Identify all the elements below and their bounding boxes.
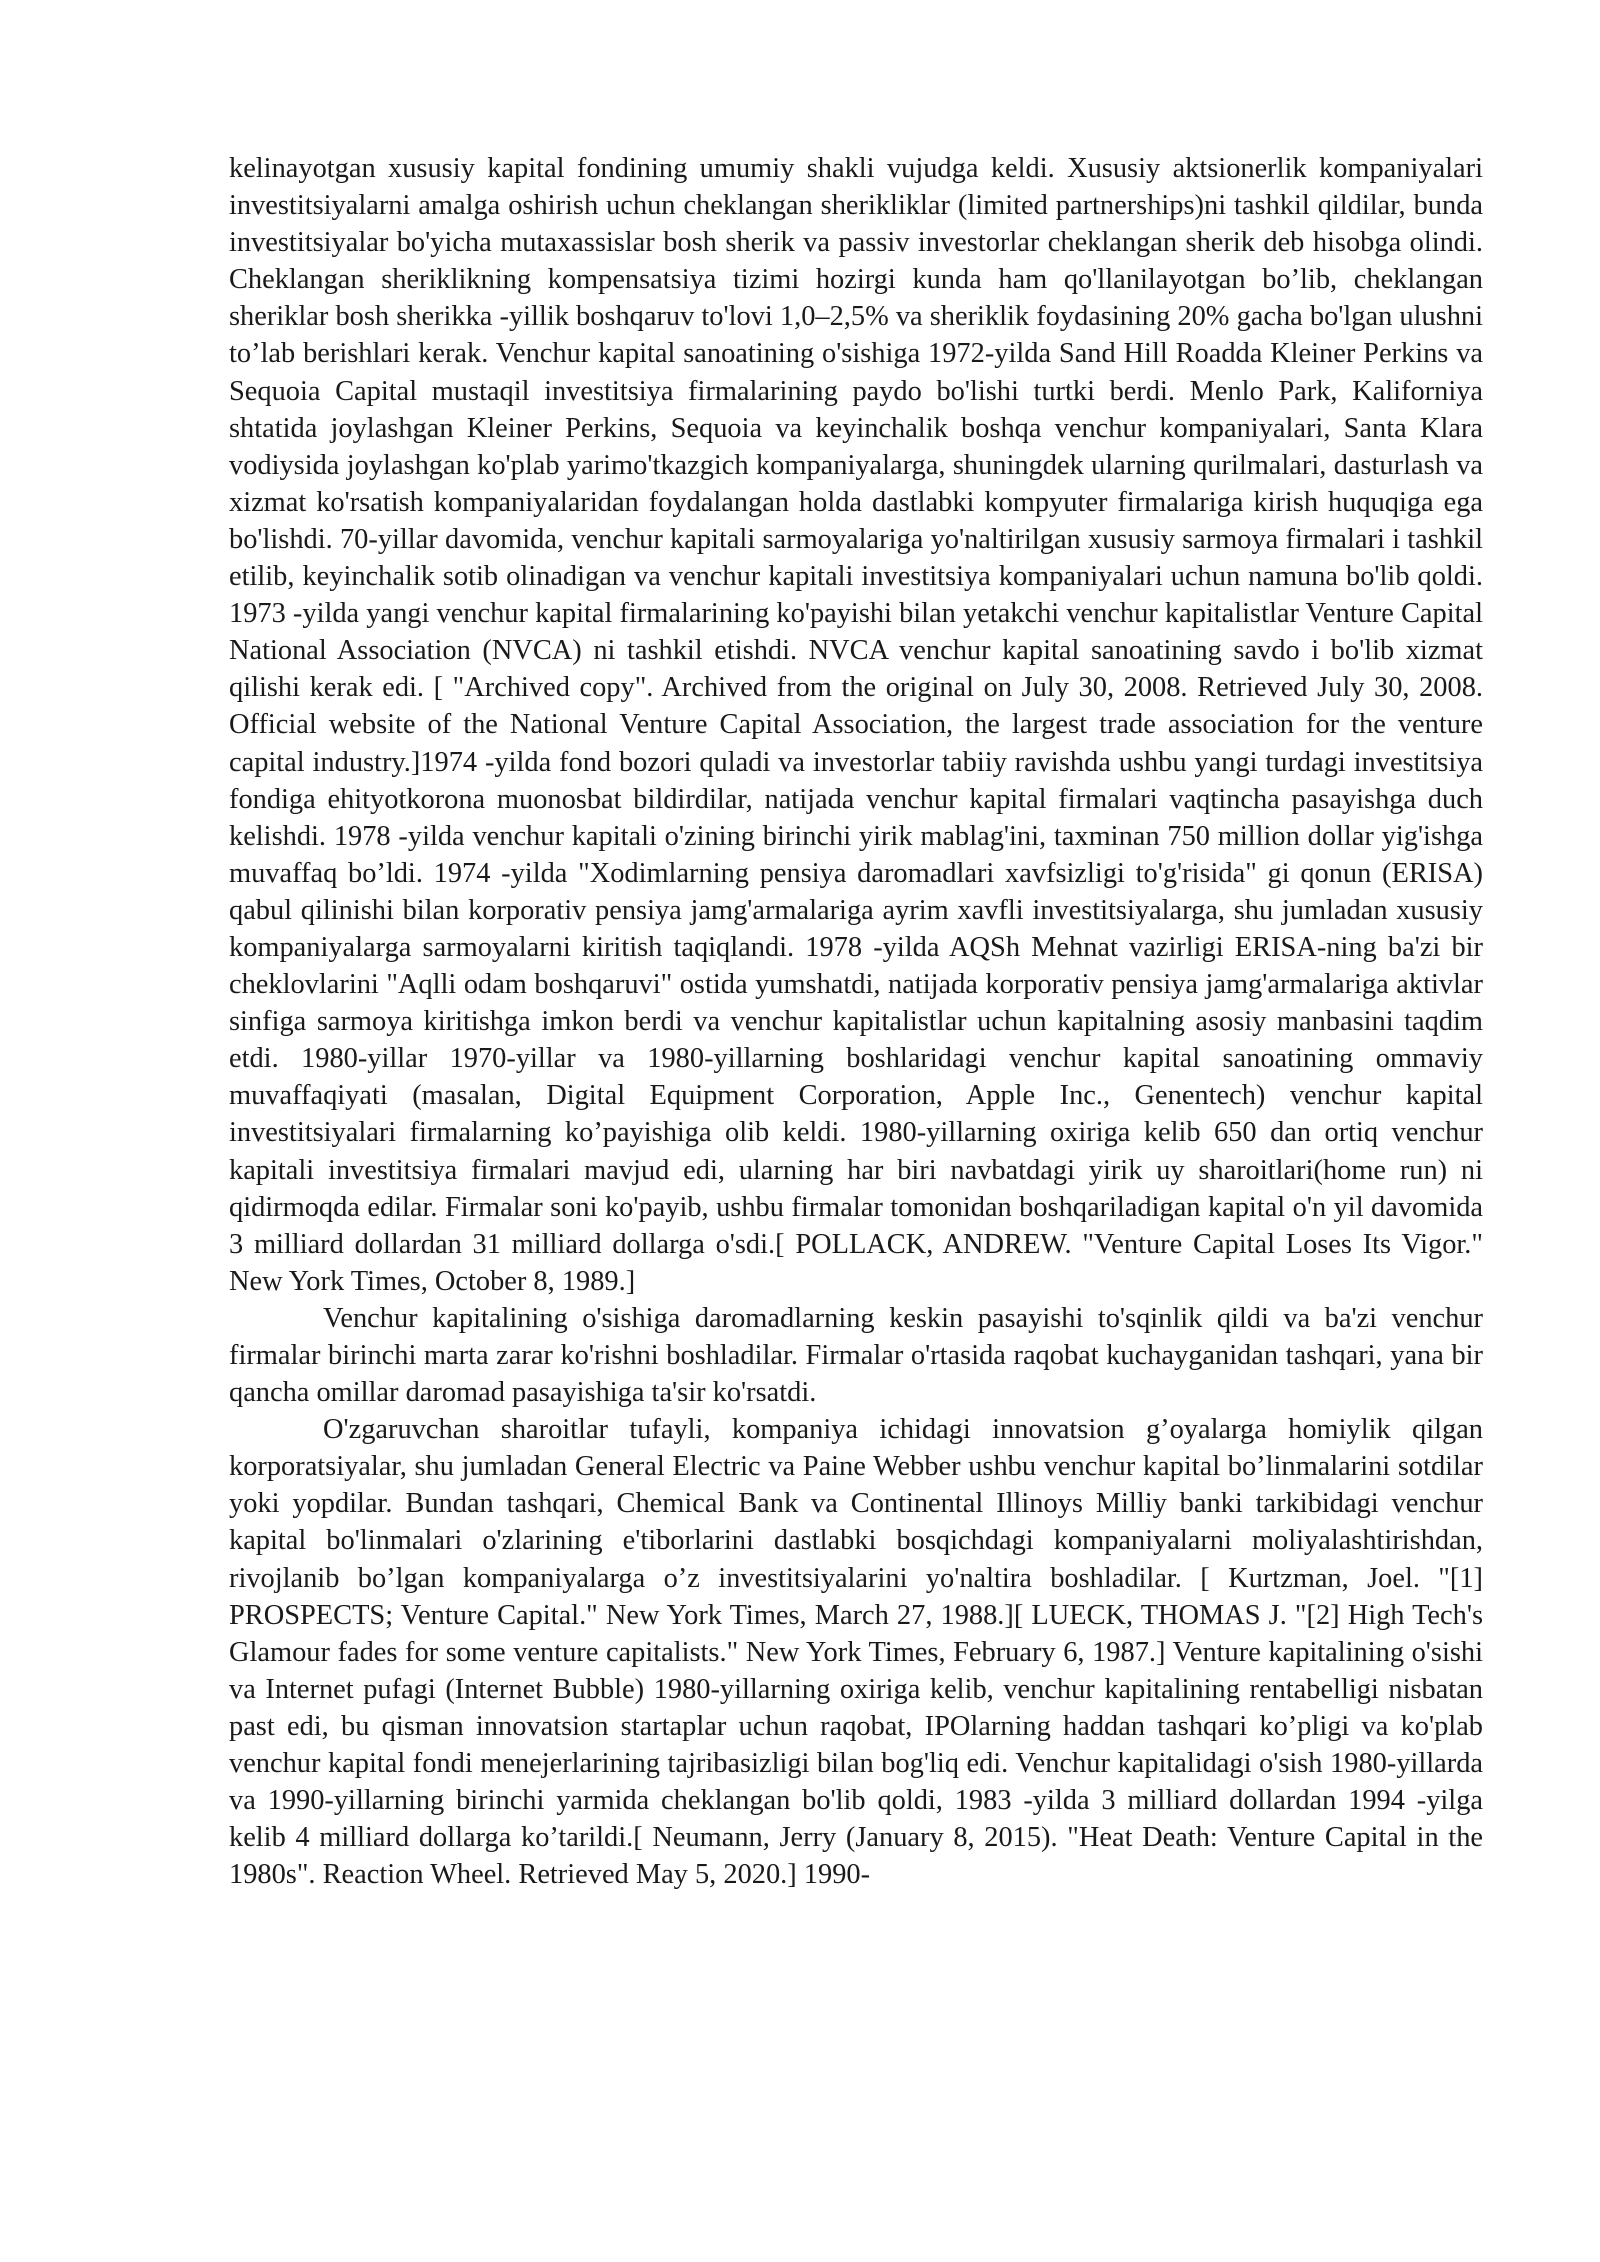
paragraph-1: kelinayotgan xususiy kapital fondining umumiy shakli vujudga keldi. Xususiy aktsionerlik kompaniyalari investitsiyalarni amalga oshirish uchun cheklangan sherikliklar (limited partnerships)ni tashkil qildilar, bunda investitsiyalar bo'yicha mutaxassislar bosh sherik va passiv investorlar cheklangan sherik deb hisobga olindi. Cheklangan sheriklikning kompensatsiya tizimi hozirgi kunda ham qo'llanilayotgan bo’lib, cheklangan sheriklar bosh sherikka -yillik boshqaruv to'lovi 1,0–2,5% va sheriklik foydasining 20% gacha bo'lgan ulushni to’lab berishlari kerak. Venchur kapital sanoatining o'sishiga 1972-yilda Sand Hill Roadda Kleiner Perkins va Sequoia Capital mustaqil investitsiya firmalarining paydo bo'lishi turtki berdi. Menlo Park, Kaliforniya shtatida joylashgan Kleiner Perkins, Sequoia va keyinchalik boshqa venchur kompaniyalari, Santa Klara vodiysida joylashgan ko'plab yarimo'tkazgich kompaniyalarga, shuningdek ularning qurilmalari, dasturlash va xizmat ko'rsatish kompaniyalaridan foydalangan holda dastlabki kompyuter firmalariga kirish huquqiga ega bo'lishdi. 70-yillar davomida, venchur kapitali sarmoyalariga yo'naltirilgan xususiy sarmoya firmalari i tashkil etilib, keyinchalik sotib olinadigan va venchur kapitali investitsiya kompaniyalari uchun namuna bo'lib qoldi. 1973 -yilda yangi venchur kapital firmalarining ko'payishi bilan yetakchi venchur kapitalistlar Venture Capital National Association (NVCA) ni tashkil etishdi. NVCA venchur kapital sanoatining savdo i bo'lib xizmat qilishi kerak edi. [ "Archived copy". Archived from the original on July 30, 2008. Retrieved July 30, 2008. Official website of the National Venture Capital Association, the largest trade association for the venture capital industry.]1974 -yilda fond bozori quladi va investorlar tabiiy ravishda ushbu yangi turdagi investitsiya fondiga ehityotkorona muonosbat bildirdilar, natijada venchur kapital firmalari vaqtincha pasayishga duch kelishdi. 1978 -yilda venchur kapitali o'zining birinchi yirik mablag'ini, taxminan 750 million dollar yig'ishga muvaffaq bo’ldi. 1974 -yilda "Xodimlarning pensiya daromadlari xavfsizligi to'g'risida" gi qonun (ERISA) qabul qilinishi bilan korporativ pensiya jamg'armalariga ayrim xavfli investitsiyalarga, shu jumladan xususiy kompaniyalarga sarmoyalarni kiritish taqiqlandi. 1978 -yilda AQSh Mehnat vazirligi ERISA-ning ba'zi bir cheklovlarini "Aqlli odam boshqaruvi" ostida yumshatdi, natijada korporativ pensiya jamg'armalariga aktivlar sinfiga sarmoya kiritishga imkon berdi va venchur kapitalistlar uchun kapitalning asosiy manbasini taqdim etdi. 1980-yillar 1970-yillar va 1980-yillarning boshlaridagi venchur kapital sanoatining ommaviy muvaffaqiyati (masalan, Digital Equipment Corporation, Apple Inc., Genentech) venchur kapital investitsiyalari firmalarning ko’payishiga olib keldi. 1980-yillarning oxiriga kelib 650 dan ortiq venchur kapitali investitsiya firmalari mavjud edi, ularning har biri navbatdagi yirik uy sharoitlari(home run) ni qidirmoqda edilar. Firmalar soni ko'payib, ushbu firmalar tomonidan boshqariladigan kapital o'n yil davomida 3 milliard dollardan 31 milliard dollarga o'sdi.[ POLLACK, ANDREW. "Venture Capital Loses Its Vigor." New York Times, October 8, 1989.] — [229, 153, 1483, 1297]
document-page — [229, 150, 1483, 1893]
paragraph-2: Venchur kapitalining o'sishiga daromadlarning keskin pasayishi to'sqinlik qildi va ba'zi venchur firmalar birinchi marta zarar ko'rishni boshladilar. Firmalar o'rtasida raqobat kuchayganidan tashqari, yana bir qancha omillar daromad pasayishiga ta'sir ko'rsatdi. — [229, 1302, 1483, 1409]
paragraph-3: O'zgaruvchan sharoitlar tufayli, kompaniya ichidagi innovatsion g’oyalarga homiylik qilgan korporatsiyalar, shu jumladan General Electric va Paine Webber ushbu venchur kapital bo’linmalarini sotdilar yoki yopdilar. Bundan tashqari, Chemical Bank va Continental Illinoys Milliy banki tarkibidagi venchur kapital bo'linmalari o'zlarining e'tiborlarini dastlabki bosqichdagi kompaniyalarni moliyalashtirishdan, rivojlanib bo’lgan kompaniyalarga o’z investitsiyalarini yo'naltira boshladilar. [ Kurtzman, Joel. "[1] PROSPECTS; Venture Capital." New York Times, March 27, 1988.][ LUECK, THOMAS J. "[2] High Tech's Glamour fades for some venture capitalists." New York Times, February 6, 1987.] Venture kapitalining o'sishi va Internet pufagi (Internet Bubble) 1980-yillarning oxiriga kelib, venchur kapitalining rentabelligi nisbatan past edi, bu qisman innovatsion startaplar uchun raqobat, IPOlarning haddan tashqari ko’pligi va ko'plab venchur kapital fondi menejerlarining tajribasizligi bilan bog'liq edi. Venchur kapitalidagi o'sish 1980-yillarda va 1990-yillarning birinchi yarmida cheklangan bo'lib qoldi, 1983 -yilda 3 milliard dollardan 1994 -yilga kelib 4 milliard dollarga ko’tarildi.[ Neumann, Jerry (January 8, 2015). "Heat Death: Venture Capital in the 1980s". Reaction Wheel. Retrieved May 5, 2020.] 1990- — [229, 1414, 1483, 1891]
